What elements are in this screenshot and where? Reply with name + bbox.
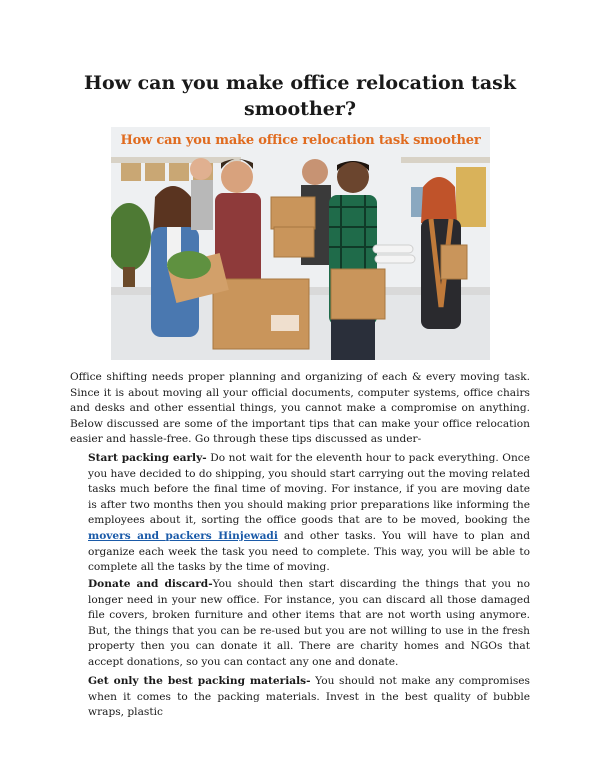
movers-packers-link[interactable]: movers and packers Hinjewadi <box>88 529 278 542</box>
hero-caption: How can you make office relocation task smoother <box>120 133 481 148</box>
tip-text: You should not make any compromises when it comes to the packing materials. Invest in the best quality of bubble wraps, plastic <box>88 675 530 719</box>
tip-best-packing-materials <box>88 674 530 721</box>
tip-heading: Start packing early- <box>88 452 207 464</box>
page-title: How can you make office relocation task smoother? <box>84 72 516 120</box>
tip-heading: Get only the best packing materials- <box>88 675 311 687</box>
office-movers-illustration <box>111 127 490 360</box>
tip-start-packing-early <box>88 451 530 576</box>
hero-image <box>111 127 490 360</box>
tip-donate-and-discard <box>88 577 530 671</box>
intro-paragraph: Office shifting needs proper planning and organizing of each & every moving task. Since it is about moving all your official documents, computer systems, office chairs and desks and other essential things, you cannot make a compromise on anything. Below discussed are some of the important tips that can make your office relocation easier and hassle-free. Go through these tips discussed as under- <box>70 371 530 446</box>
tip-text: You should then start discarding the things that you no longer need in your new office. For instance, you can discard all those damaged file covers, broken furniture and other items that are not worth using anymore. But, the things that you can be re-used but you are not willing to use in the fresh property then you can donate it all. There are charity homes and NGOs that accept donations, so you can contact any one and donate. <box>88 578 530 668</box>
tip-text: Do not wait for the eleventh hour to pack everything. Once you have decided to do shipping, you should start carrying out the moving related tasks much before the final time of moving. For instance, if you are moving date is after two months then you should making prior preparations like informing the employees about it, sorting the office goods that are to be moved, booking the <box>88 452 531 527</box>
tip-text: and other tasks. You will have to plan and organize each week the task you need to complete. This way, you will be able to complete all the tasks by the time of moving. <box>88 529 531 574</box>
tip-heading: Donate and discard- <box>88 578 213 590</box>
